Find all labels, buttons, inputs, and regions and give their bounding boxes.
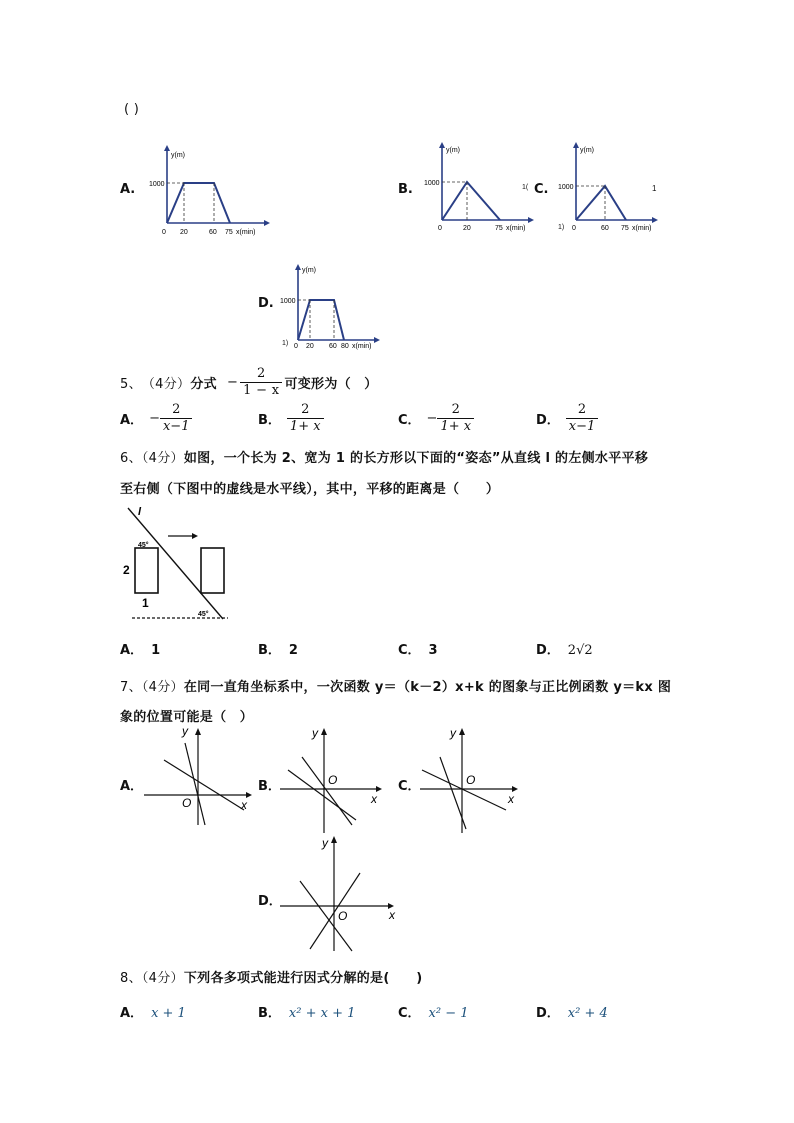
option-label: C． [398, 643, 421, 658]
x-tick-label: 20 [463, 225, 471, 232]
q8-option-c[interactable] [398, 1002, 469, 1021]
x-tick-label: 60 [601, 225, 609, 232]
origin-label: 0 [294, 343, 298, 350]
q5-stem [120, 366, 378, 398]
q4-graph-a [149, 143, 272, 238]
x-tick-label: 75 [225, 229, 233, 236]
option-expression: x + 1 [151, 1006, 186, 1021]
q7-score: （4分） [141, 680, 184, 695]
q7-number: 7、 [120, 680, 142, 695]
origin-label: O [182, 796, 192, 810]
q5-fraction [240, 366, 282, 398]
q5-number: 5、 [120, 376, 142, 392]
q4-stem-tail: ( ) [124, 102, 140, 117]
q6-options [120, 639, 680, 661]
y-axis-label: y(m) [580, 147, 594, 154]
q7-option-a-label: A． [120, 779, 144, 794]
q8-score: （4分） [141, 971, 184, 986]
q5-numerator: 2 [257, 366, 266, 381]
x-tick-label: 60 [329, 343, 337, 350]
y-axis-label: y [312, 726, 318, 740]
option-label: D． [536, 643, 560, 658]
origin-label: 0 [572, 225, 576, 232]
origin-label: O [328, 773, 338, 787]
option-expression: x² − 1 [428, 1006, 469, 1021]
q6-option-b[interactable] [258, 639, 298, 658]
q7-line1-text: 在同一直角坐标系中，一次函数 y＝（k－2）x+k 的图象与正比例函数 y＝kx 图 [183, 680, 672, 695]
q7-graph-a [140, 725, 260, 830]
q5-stem-pre: 分式 [190, 376, 217, 392]
option-label: B． [258, 643, 281, 658]
q8-options [120, 1002, 680, 1024]
q4-option-a-label: A. [120, 182, 136, 197]
y-tick-label: 1000 [149, 181, 165, 188]
x-axis-label: x(min) [352, 343, 372, 350]
q7-graph-d [278, 833, 403, 955]
q8-stem-text: 下列各多项式能进行因式分解的是( ) [183, 971, 423, 986]
q4-option-d-label: D. [258, 296, 274, 311]
option-numerator: 2 [451, 402, 460, 417]
x-tick-label: 75 [495, 225, 503, 232]
y-tick-label: 1000 [558, 184, 574, 191]
q4-stray-c-left: 1) [558, 224, 565, 231]
option-fraction [566, 402, 599, 434]
q5-score: （4分） [141, 376, 191, 392]
q7-option-d-label: D． [258, 894, 282, 909]
q4-stray-c: 1 [652, 184, 657, 193]
angle-top-label: 45° [138, 542, 149, 549]
q7-option-c-label: C． [398, 779, 421, 794]
q4-stray-b: 1( [522, 184, 529, 191]
q6-option-a[interactable] [120, 639, 160, 658]
q8-number: 8、 [120, 971, 142, 986]
q5-options [120, 402, 680, 442]
q6-number: 6、 [120, 451, 142, 466]
x-axis-label: x [371, 792, 377, 806]
option-expression: x² + 4 [567, 1006, 608, 1021]
x-axis-label: x(min) [236, 229, 256, 236]
option-label: C． [398, 412, 421, 428]
option-label: B． [258, 412, 281, 428]
q4-graph-b [424, 140, 534, 235]
y-axis-label: y [322, 836, 328, 850]
option-value: 2 [288, 643, 298, 658]
q8-stem [120, 967, 422, 986]
option-value: 2√2 [567, 643, 593, 658]
y-axis-label: y(m) [446, 147, 460, 154]
option-value: 3 [428, 643, 438, 658]
q7-stem-line1 [120, 676, 671, 695]
q7-option-b-label: B． [258, 779, 281, 794]
option-label: B． [258, 1006, 281, 1021]
width-label: 1 [142, 596, 149, 610]
option-numerator: 2 [172, 402, 181, 417]
q4-graph-d [280, 262, 385, 354]
y-axis-label: y [182, 724, 188, 738]
x-tick-label: 80 [341, 343, 349, 350]
y-axis-label: y(m) [171, 152, 185, 159]
q8-option-d[interactable] [536, 1002, 608, 1021]
q6-score: （4分） [141, 451, 184, 466]
option-sign: − [149, 410, 160, 426]
q5-stem-post: 可变形为（ ） [284, 376, 378, 392]
x-tick-label: 20 [180, 229, 188, 236]
origin-label: 0 [438, 225, 442, 232]
x-axis-label: x [508, 792, 514, 806]
option-fraction [160, 402, 193, 434]
option-value: 1 [151, 643, 161, 658]
q6-option-c[interactable] [398, 639, 438, 658]
angle-bottom-label: 45° [198, 611, 209, 618]
q6-option-d[interactable] [536, 639, 593, 658]
q5-option-b[interactable] [258, 402, 324, 434]
q7-graph-c [418, 725, 528, 835]
option-fraction [287, 402, 324, 434]
x-axis-label: x(min) [506, 225, 526, 232]
option-label: A． [120, 1006, 144, 1021]
y-tick-label: 1000 [424, 180, 440, 187]
option-expression: x² + x + 1 [288, 1006, 356, 1021]
option-label: D． [536, 412, 560, 428]
x-tick-label: 75 [621, 225, 629, 232]
option-sign: − [426, 410, 438, 426]
q8-option-b[interactable] [258, 1002, 355, 1021]
q7-stem-line2: 象的位置可能是（ ） [120, 710, 254, 725]
q5-option-c[interactable] [398, 402, 474, 434]
x-axis-label: x(min) [632, 225, 652, 232]
x-tick-label: 20 [306, 343, 314, 350]
q5-minus: − [226, 374, 239, 390]
option-label: D． [536, 1006, 560, 1021]
option-denominator: 1+ x [437, 418, 474, 435]
option-label: C． [398, 1006, 421, 1021]
option-denominator: x−1 [566, 418, 599, 435]
option-numerator: 2 [577, 402, 587, 417]
x-axis-label: x [241, 798, 247, 812]
option-denominator: 1+ x [287, 418, 324, 435]
origin-label: O [338, 909, 348, 923]
q5-denominator: 1 − x [240, 382, 282, 399]
x-tick-label: 60 [209, 229, 217, 236]
q6-stem-line1 [120, 447, 648, 466]
y-axis-label: y [450, 726, 456, 740]
origin-label: 0 [162, 229, 166, 236]
origin-label: O [466, 773, 476, 787]
option-denominator: x−1 [160, 418, 193, 435]
q5-option-a[interactable] [120, 402, 192, 434]
q6-figure [118, 506, 238, 626]
q7-graph-b [278, 725, 388, 835]
q4-stray-d-left: 1) [282, 340, 289, 347]
option-label: A． [120, 412, 144, 428]
y-axis-label: y(m) [302, 267, 316, 274]
option-fraction [437, 402, 474, 434]
line-l-label: l [138, 506, 142, 518]
option-numerator: 2 [301, 402, 310, 417]
q6-line1-text: 如图，一个长为 2、宽为 1 的长方形以下面的“姿态”从直线 l 的左侧水平平移 [183, 451, 649, 466]
q6-stem-line2: 至右侧（下图中的虚线是水平线），其中，平移的距离是（ ） [120, 482, 500, 497]
q4-option-c-label: C. [534, 182, 549, 197]
height-label: 2 [123, 563, 130, 577]
q8-option-a[interactable] [120, 1002, 186, 1021]
option-label: A． [120, 643, 144, 658]
q4-option-b-label: B. [398, 182, 413, 197]
q5-option-d[interactable] [536, 402, 598, 434]
y-tick-label: 1000 [280, 298, 296, 305]
x-axis-label: x [389, 908, 395, 922]
